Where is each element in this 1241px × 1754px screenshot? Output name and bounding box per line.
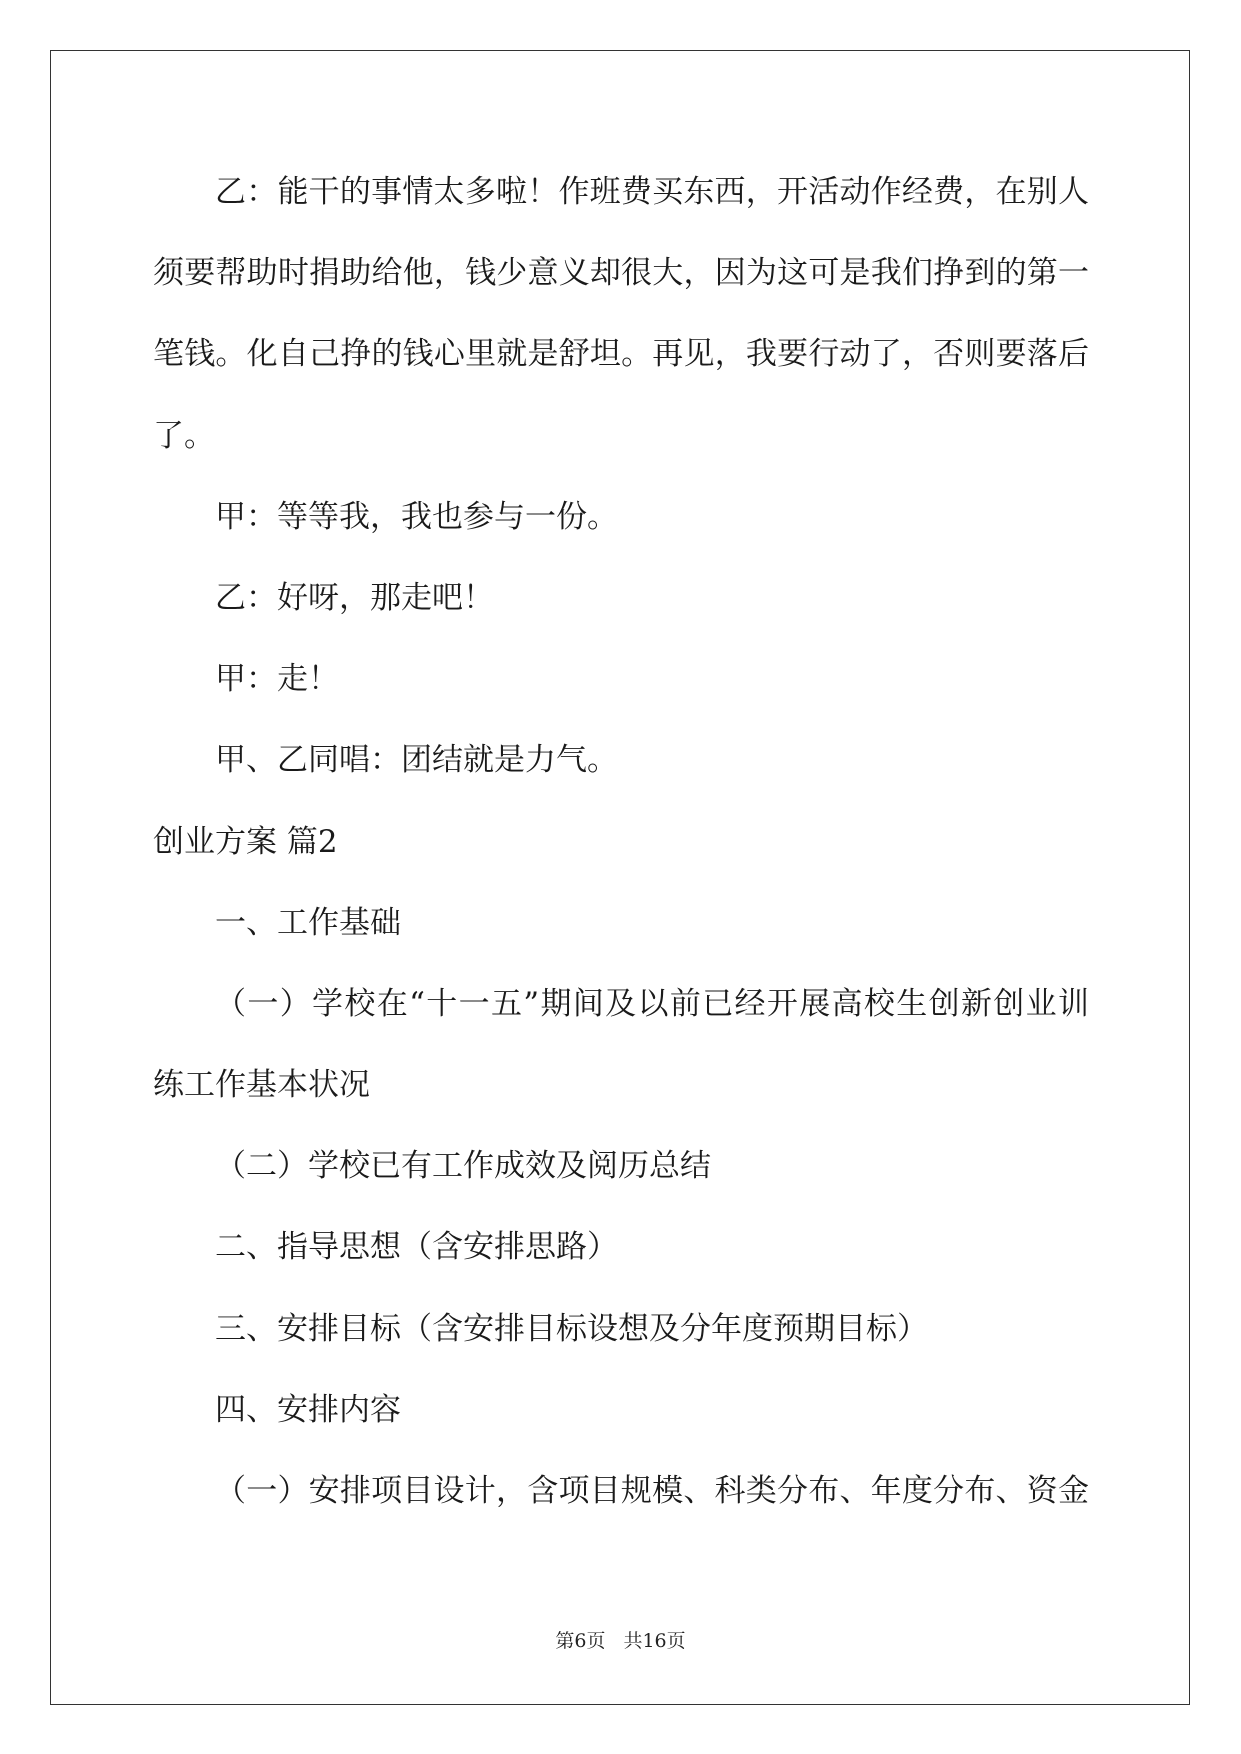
section-heading: 二、指导思想（含安排思路） bbox=[215, 1229, 618, 1266]
subsection-line: （一）安排项目设计，含项目规模、科类分布、年度分布、资金 bbox=[215, 1473, 1089, 1509]
subsection-line: （二）学校已有工作成效及阅历总结 bbox=[215, 1148, 711, 1185]
dialogue-line: 甲：等等我，我也参与一份。 bbox=[215, 498, 618, 535]
dialogue-line: 乙：好呀，那走吧！ bbox=[215, 579, 494, 616]
section-title: 创业方案 篇2 bbox=[153, 823, 338, 860]
dialogue-paragraph-line: 须要帮助时捐助给他，钱少意义却很大，因为这可是我们挣到的第一 bbox=[153, 255, 1089, 292]
dialogue-paragraph-line: 乙：能干的事情太多啦！作班费买东西，开活动作经费，在别人 bbox=[215, 174, 1089, 210]
page-total-label: 共16页 bbox=[623, 1630, 686, 1652]
dialogue-paragraph-line: 笔钱。化自己挣的钱心里就是舒坦。再见，我要行动了，否则要落后 bbox=[153, 336, 1089, 373]
page-footer bbox=[0, 1629, 1241, 1653]
subsection-line: 练工作基本状况 bbox=[153, 1067, 370, 1104]
section-heading: 一、工作基础 bbox=[215, 904, 401, 941]
page-number-label: 第6页 bbox=[555, 1630, 606, 1652]
dialogue-line: 甲：走！ bbox=[215, 661, 339, 698]
section-heading: 三、安排目标（含安排目标设想及分年度预期目标） bbox=[215, 1310, 928, 1347]
dialogue-line: 甲、乙同唱：团结就是力气。 bbox=[215, 742, 618, 779]
subsection-line: （一）学校在“十一五”期间及以前已经开展高校生创新创业训 bbox=[215, 985, 1089, 1022]
dialogue-paragraph-line: 了。 bbox=[153, 417, 215, 454]
document-body bbox=[153, 152, 1089, 1532]
section-heading: 四、安排内容 bbox=[215, 1391, 401, 1428]
